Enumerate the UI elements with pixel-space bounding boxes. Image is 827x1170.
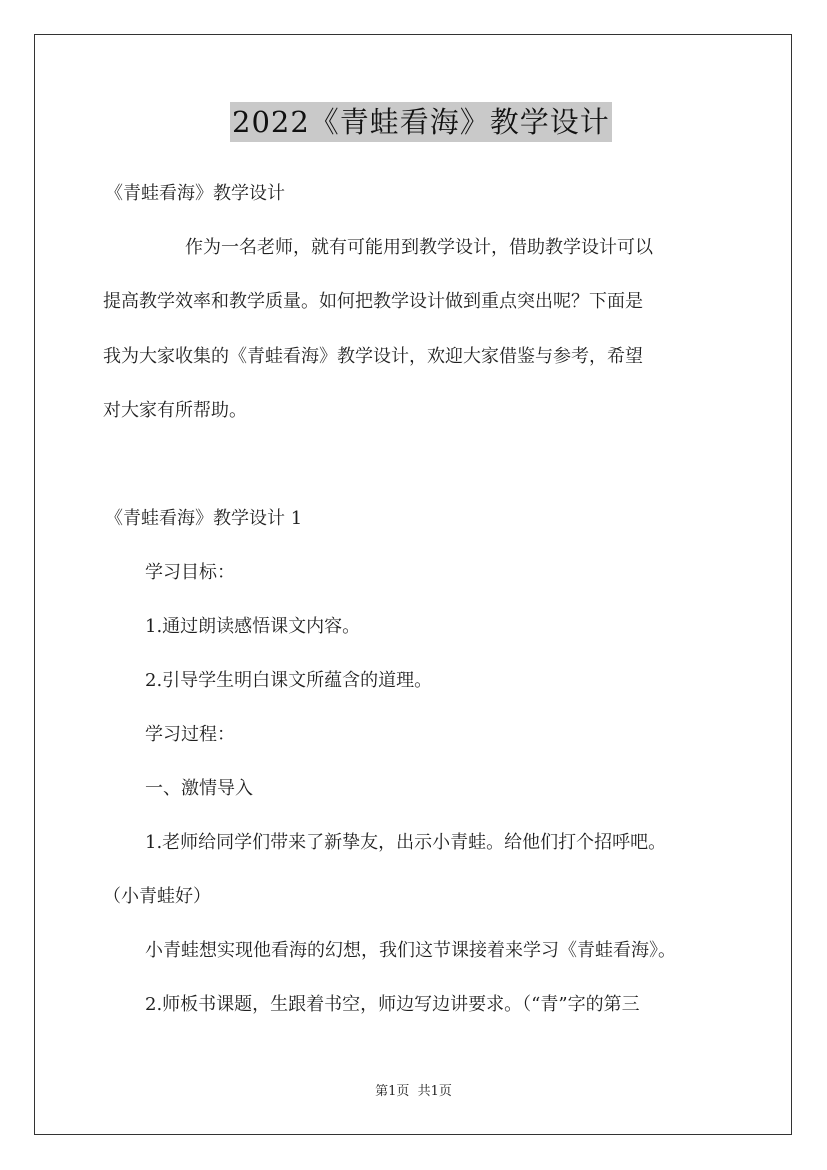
- body-line: 学习目标：: [145, 562, 235, 583]
- body-line: 2.师板书课题，生跟着书空，师边写边讲要求。（“青”字的第三: [145, 994, 640, 1015]
- page-total: 共1页: [417, 1084, 452, 1099]
- intro-paragraph-line: 提高教学效率和教学质量。如何把教学设计做到重点突出呢？下面是: [103, 291, 643, 312]
- intro-paragraph-line: 我为大家收集的《青蛙看海》教学设计，欢迎大家借鉴与参考，希望: [103, 346, 643, 367]
- body-line: 学习过程：: [145, 724, 235, 745]
- intro-paragraph-line: 作为一名老师，就有可能用到教学设计，借助教学设计可以: [185, 237, 653, 258]
- body-line: 2.引导学生明白课文所蕴含的道理。: [145, 670, 433, 691]
- intro-paragraph-line: 对大家有所帮助。: [103, 400, 247, 421]
- section-heading: 《青蛙看海》教学设计 1: [105, 508, 303, 529]
- body-line: 1.老师给同学们带来了新挚友，出示小青蛙。给他们打个招呼吧。: [145, 832, 667, 853]
- body-line: 小青蛙想实现他看海的幻想，我们这节课接着来学习《青蛙看海》。: [145, 940, 676, 961]
- page-footer: [0, 1083, 827, 1101]
- body-line: 1.通过朗读感悟课文内容。: [145, 616, 361, 637]
- body-line: 一、激情导入: [145, 778, 253, 799]
- document-title: 2022《青蛙看海》教学设计: [230, 102, 612, 142]
- body-line: （小青蛙好）: [103, 886, 211, 907]
- page-number: 第1页: [375, 1084, 410, 1099]
- document-subtitle: 《青蛙看海》教学设计: [105, 183, 285, 204]
